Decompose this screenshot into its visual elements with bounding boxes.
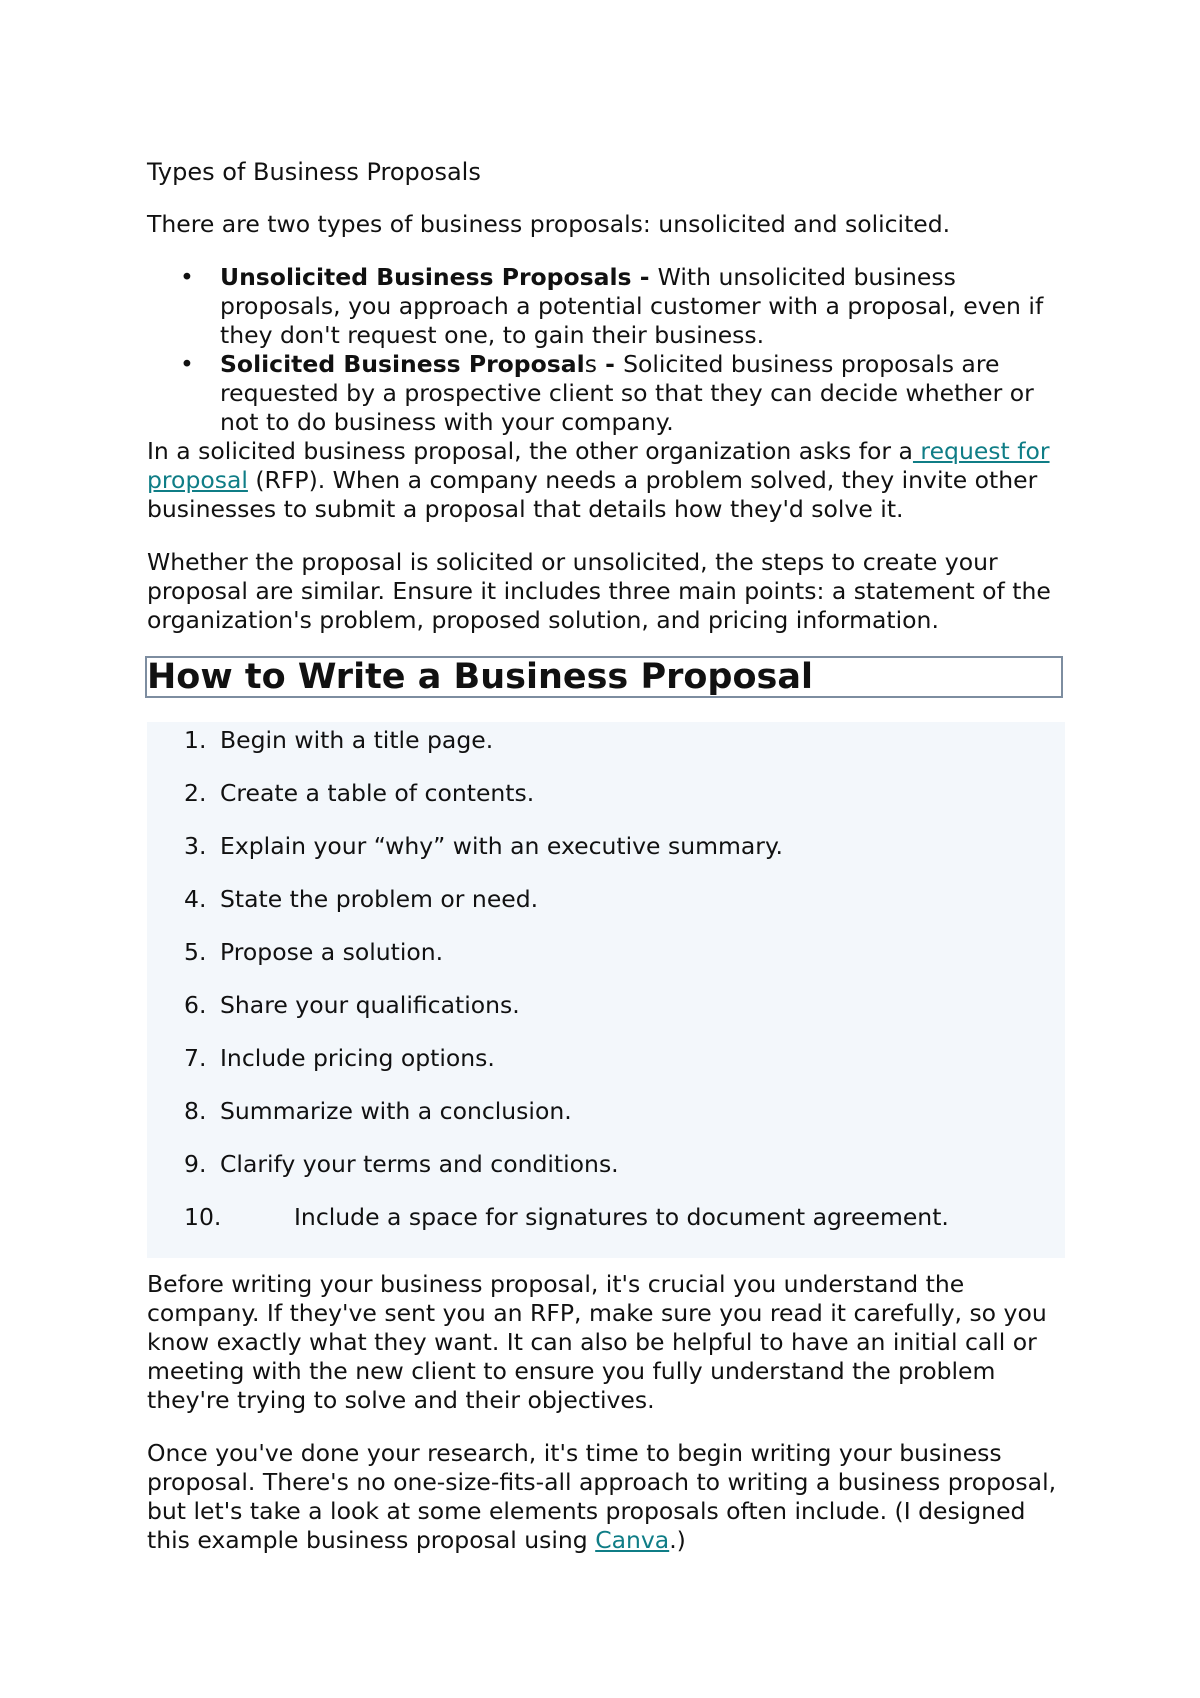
list-item bbox=[147, 1203, 1065, 1256]
step-number: 8. bbox=[184, 1097, 207, 1125]
before-writing-paragraph: Before writing your business proposal, it's crucial you understand the company. If they've sent you an RFP, make sure you read it carefully, so you know exactly what they want. It can also be helpful to have an initial call or meeting with the new client to ensure you fully understand the problem they're trying to solve and their objectives. bbox=[147, 1270, 1047, 1414]
rfp-text-after: (RFP). When a company needs a problem solved, they invite other businesses to submit a proposal that details how they'd solve it. bbox=[147, 466, 1038, 523]
bullet-plain-suffix: s bbox=[584, 350, 597, 378]
request-for-proposal-link[interactable]: request for proposal bbox=[147, 437, 1050, 494]
list-item bbox=[147, 991, 1065, 1044]
steps-block bbox=[147, 722, 1065, 1258]
bullet-bold-label: Unsolicited Business Proposals - bbox=[220, 263, 658, 291]
document-body bbox=[147, 157, 1067, 1555]
bullet-icon: • bbox=[180, 263, 194, 291]
step-text: Begin with a title page. bbox=[220, 726, 494, 754]
step-number: 7. bbox=[184, 1044, 207, 1072]
step-text: State the problem or need. bbox=[220, 885, 539, 913]
step-text: Include pricing options. bbox=[220, 1044, 495, 1072]
bullet-icon: • bbox=[180, 350, 194, 378]
research-text-before: Once you've done your research, it's time to begin writing your business proposal. There's no one-size-fits-all approach to writing a business proposal, but let's take a look at some elements proposals often include. (I designed this example business proposal using bbox=[147, 1439, 1057, 1554]
research-paragraph bbox=[147, 1439, 1067, 1555]
step-number: 6. bbox=[184, 991, 207, 1019]
step-text: Clarify your terms and conditions. bbox=[220, 1150, 619, 1178]
step-text: Propose a solution. bbox=[220, 938, 444, 966]
step-text: Summarize with a conclusion. bbox=[220, 1097, 572, 1125]
step-text: Share your qualifications. bbox=[220, 991, 520, 1019]
rfp-paragraph bbox=[147, 437, 1067, 524]
section-heading bbox=[145, 656, 1063, 698]
steps-list bbox=[147, 726, 1065, 1256]
intro-paragraph: There are two types of business proposals: unsolicited and solicited. bbox=[147, 210, 951, 238]
list-item bbox=[147, 1097, 1065, 1150]
bullet-text: Solicited business proposals are requested by a prospective client so that they can decide whether or not to do business with your company. bbox=[220, 350, 1034, 436]
list-item bbox=[147, 885, 1065, 938]
step-number: 10. bbox=[184, 1203, 222, 1231]
research-text-after: .) bbox=[669, 1526, 686, 1554]
step-text: Include a space for signatures to document agreement. bbox=[294, 1203, 949, 1231]
list-item bbox=[147, 726, 1065, 779]
step-number: 1. bbox=[184, 726, 207, 754]
step-number: 4. bbox=[184, 885, 207, 913]
list-item bbox=[147, 779, 1065, 832]
step-number: 5. bbox=[184, 938, 207, 966]
step-text: Create a table of contents. bbox=[220, 779, 535, 807]
bullet-bold-dash: - bbox=[596, 350, 624, 378]
canva-link[interactable]: Canva bbox=[595, 1526, 670, 1554]
list-item bbox=[147, 938, 1065, 991]
heading-text: How to Write a Business Proposal bbox=[147, 657, 813, 697]
proposal-types-list bbox=[147, 263, 1067, 437]
list-item-solicited bbox=[180, 350, 1067, 437]
step-number: 9. bbox=[184, 1150, 207, 1178]
rfp-text-before: In a solicited business proposal, the other organization asks for a bbox=[147, 437, 913, 465]
list-item-unsolicited bbox=[180, 263, 1067, 350]
bullet-bold-label: Solicited Business Proposal bbox=[220, 350, 585, 378]
list-item bbox=[147, 832, 1065, 885]
section-title: Types of Business Proposals bbox=[147, 158, 481, 186]
similar-steps-paragraph: Whether the proposal is solicited or unsolicited, the steps to create your proposal are similar. Ensure it includes three main points: a statement of the organization's problem, proposed solution, and pricing information. bbox=[147, 548, 1051, 634]
list-item bbox=[147, 1044, 1065, 1097]
step-text: Explain your “why” with an executive summary. bbox=[220, 832, 783, 860]
list-item bbox=[147, 1150, 1065, 1203]
step-number: 2. bbox=[184, 779, 207, 807]
step-number: 3. bbox=[184, 832, 207, 860]
bullet-text: With unsolicited business proposals, you approach a potential customer with a proposal, even if they don't request one, to gain their business. bbox=[220, 263, 1044, 349]
